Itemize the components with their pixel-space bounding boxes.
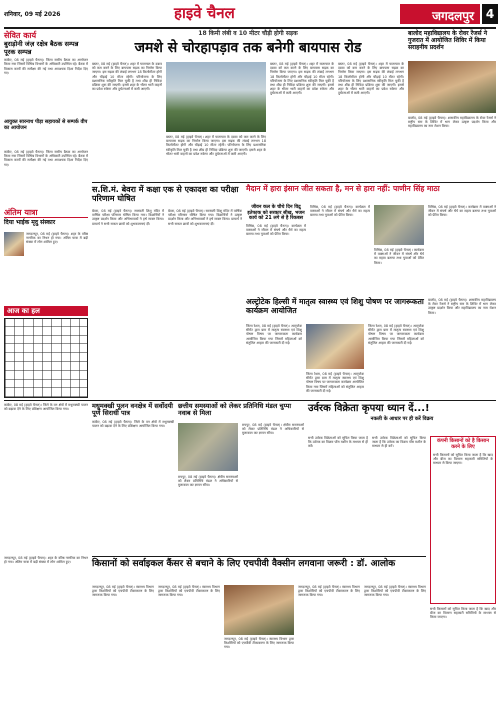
bottom-mid-headline: छत्तीय समस्याओं को लेकर प्रतिनिधि मंडल चुप्पा नवाब से मिला [178,402,292,418]
fertilizer-body-col2: सभी उर्वरक विक्रेताओं को सूचित किया जाता है कि उर्वरक का विक्रय पॉस मशीन के माध्यम से ही करें। [372,436,426,449]
obituary-photo [4,232,24,256]
health-story [246,298,424,395]
obituary [4,208,88,303]
story-headline: बुराड़ोनी जंज़ रक्षेत्र बैठक सम्पन्न पूरक सम्पन्न [4,40,79,56]
bottom-left-body: कांकेर, 08 मई (हाइवे चैनल)। जिले के वन क्षेत्रों में मधुमक्खी पालन को बढ़ावा देने के लिए प्रशिक्षण आयोजित किया गया। [92,419,174,429]
city-banner: जगदलपुर [400,4,480,24]
main-photo [166,62,266,132]
obituary-body: जगदलपुर, 08 मई (हाइवे चैनल)। शहर के वरिष्ठ नागरिक का निधन हो गया। अंतिम यात्रा में बड़ी संख्या में लोग शामिल हुए। [26,232,88,245]
health-headline: अल्ट्रोटेक हिल्सी में मातृत्व स्वास्थ्य एवं शिशु पोषण पर जागरूकता कार्यक्रम आयोजित [246,297,424,315]
exam-body-col1: बेवरा, 08 मई (हाइवे चैनल)। सरस्वती शिशु मंदिर में वार्षिक परीक्षा परिणाम घोषित किया गया। विद्यार्थियों ने उत्कृष्ट प्रदर्शन किया और अभिभावकों ने हर्ष व्यक्त किया। प्राचार्य ने सभी सफल छात्रों को शुभकामनाएं दीं। [92,209,164,226]
main-kicker: 18 किमी लंबी व 10 मीटर चौड़ी होगी सड़क [198,30,298,37]
fertilizer-sub-headline: नकली के आधार पर ही करें विक्रय [370,415,434,422]
page-number: 4 [482,4,498,24]
exam-headline: स.शि.मं. बेवरा में कक्षा एक से एकादश का परीक्षा परिणाम घोषित [92,185,239,204]
main-headline-block [92,31,404,59]
obituary-headline: दिया भाईक मृदु संस्कार [4,219,56,227]
health-body-col2: जिला रेशम, 08 मई (हाइवे चैनल)। अल्ट्राटेक सीमेंट द्वारा ग्राम में मातृत्व स्वास्थ्य एवं शिशु पोषण विषय पर जागरूकता कार्यक्रम आयोजित किया गया जिसमें महिलाओं को संतुलित आहार की जानकारी दी गई। [306,372,364,393]
top-left-story [4,31,88,148]
health-photo [306,324,364,369]
row-divider-2 [4,400,496,401]
fertilizer-block [308,403,496,433]
cancer-headline: किसानों को सर्वाइकल कैंसर से बचाने के लिए एचपीवी वैक्सीन लगवाना जरूरी : डॉ. आलोक [92,559,396,569]
bottom-mid-body-col2: रायपुर, 08 मई (हाइवे चैनल)। क्षेत्रीय समस्याओं को लेकर प्रतिनिधि मंडल ने अधिकारियों से मुलाकात कर ज्ञापन सौंपा। [242,423,304,436]
notice-body: सभी किसानों को सूचित किया जाता है कि खाद और बीज का वितरण सहकारी समितियों के माध्यम से किया जाएगा। [433,452,493,465]
cancer-body-col3: जगदलपुर, 08 मई (हाइवे चैनल)। स्वास्थ्य विभाग द्वारा किशोरियों को एचपीवी टीकाकरण के लिए जागरूक किया गया। [224,637,294,650]
maidan-body-col4: विभिन्न, 08 मई (हाइवे चैनल)। कार्यक्रम में वक्ताओं ने जीवन में संघर्ष और धैर्य का महत्व बताया तथा युवाओं को प्रेरित किया। [428,205,496,218]
exam-body-col2: बेवरा, 08 मई (हाइवे चैनल)। सरस्वती शिशु मंदिर में वार्षिक परीक्षा परिणाम घोषित किया गया। विद्यार्थियों ने उत्कृष्ट प्रदर्शन किया और अभिभावकों ने हर्ष व्यक्त किया। प्राचार्य ने सभी सफल छात्रों को शुभकामनाएं दीं। [168,209,242,226]
fertilizer-body-col1: सभी उर्वरक विक्रेताओं को सूचित किया जाता है कि उर्वरक का विक्रय पॉस मशीन के माध्यम से ही करें। [308,436,368,449]
maidan-body-col1: विभिन्न, 08 मई (हाइवे चैनल)। कार्यक्रम में वक्ताओं ने जीवन में संघर्ष और धैर्य का महत्व बताया तथा युवाओं को प्रेरित किया। [246,223,306,236]
main-body-col4: बस्तर, 08 मई (हाइवे चैनल)। शहर में यातायात के दबाव को कम करने के लिए बायपास सड़क का निर्माण किया जाएगा। इस सड़क की लंबाई लगभग 18 किलोमीटर होगी और चौड़ाई 10 मीटर रहेगी। परियोजना के लिए प्रशासनिक स्वीकृति मिल चुकी है तथा शीघ्र ही निविदा प्रक्रिया शुरू की जाएगी। इससे शहर के भीतर भारी वाहनों का प्रवेश रुकेगा और दुर्घटनाओं में कमी आएगी। [338,62,404,96]
maidan-headline: मैदान में हारा इंसान जीत सकता है, मन से हारा नहीं: पाणीन सिंह माठा [246,184,440,193]
notice-box [430,436,496,604]
notice-continued: सभी किसानों को सूचित किया जाता है कि खाद और बीज का वितरण सहकारी समितियों के माध्यम से किया जाएगा। [430,607,496,620]
cancer-body-col5: जगदलपुर, 08 मई (हाइवे चैनल)। स्वास्थ्य विभाग द्वारा किशोरियों को एचपीवी टीकाकरण के लिए जागरूक किया गया। [364,585,426,598]
cancer-story [92,559,426,704]
masthead-divider [4,27,496,29]
right-headline: बालोद महाविद्यालय के रोवर रेंजर्स ने गुजरात में आयोजित शिविर में किया सराहनीय प्रदर्शन [408,30,488,51]
right-photo [408,61,496,113]
puzzle-grid [4,318,88,398]
fertilizer-headline: उर्वरक विक्रेता कृपया ध्यान दें...! [308,403,430,414]
top-left-continued [4,150,88,205]
bottom-left-story [92,403,174,553]
cancer-body-col2: जगदलपुर, 08 मई (हाइवे चैनल)। स्वास्थ्य विभाग द्वारा किशोरियों को एचपीवी टीकाकरण के लिए जागरूक किया गया। [158,585,220,598]
maidan-headline-block [246,185,496,203]
exam-story [92,185,242,395]
bottom-mid-body-col1: रायपुर, 08 मई (हाइवे चैनल)। क्षेत्रीय समस्याओं को लेकर प्रतिनिधि मंडल ने अधिकारियों से मुलाकात कर ज्ञापन सौंपा। [178,475,238,488]
masthead [4,4,496,26]
puzzle-heading: आज का हल [4,306,88,316]
right-body: बालोद, 08 मई (हाइवे चैनल)। शासकीय महाविद्यालय के रोवर रेंजर्स ने राष्ट्रीय स्तर के शिविर में भाग लेकर उत्कृष्ट प्रदर्शन किया और महाविद्यालय का नाम रोशन किया। [408,116,496,129]
main-body-col2: बस्तर, 08 मई (हाइवे चैनल)। शहर में यातायात के दबाव को कम करने के लिए बायपास सड़क का निर्माण किया जाएगा। इस सड़क की लंबाई लगभग 18 किलोमीटर होगी और चौड़ाई 10 मीटर रहेगी। परियोजना के लिए प्रशासनिक स्वीकृति मिल चुकी है तथा शीघ्र ही निविदा प्रक्रिया शुरू की जाएगी। इससे शहर के भीतर भारी वाहनों का प्रवेश रुकेगा और दुर्घटनाओं में कमी आएगी। [166,135,266,156]
left-column-end: जगदलपुर, 08 मई (हाइवे चैनल)। शहर के वरिष्ठ नागरिक का निधन हो गया। अंतिम यात्रा में बड़ी संख्या में लोग शामिल हुए। [4,556,88,565]
maidan-body-col3: विभिन्न, 08 मई (हाइवे चैनल)। कार्यक्रम में वक्ताओं ने जीवन में संघर्ष और धैर्य का महत्व बताया तथा युवाओं को प्रेरित किया। [374,248,424,265]
main-body-col3: बस्तर, 08 मई (हाइवे चैनल)। शहर में यातायात के दबाव को कम करने के लिए बायपास सड़क का निर्माण किया जाएगा। इस सड़क की लंबाई लगभग 18 किलोमीटर होगी और चौड़ाई 10 मीटर रहेगी। परियोजना के लिए प्रशासनिक स्वीकृति मिल चुकी है तथा शीघ्र ही निविदा प्रक्रिया शुरू की जाएगी। इससे शहर के भीतर भारी वाहनों का प्रवेश रुकेगा और दुर्घटनाओं में कमी आएगी। [270,62,334,96]
main-body-col1: बस्तर, 08 मई (हाइवे चैनल)। शहर में यातायात के दबाव को कम करने के लिए बायपास सड़क का निर्माण किया जाएगा। इस सड़क की लंबाई लगभग 18 किलोमीटर होगी और चौड़ाई 10 मीटर रहेगी। परियोजना के लिए प्रशासनिक स्वीकृति मिल चुकी है तथा शीघ्र ही निविदा प्रक्रिया शुरू की जाएगी। इससे शहर के भीतर भारी वाहनों का प्रवेश रुकेगा और दुर्घटनाओं में कमी आएगी। [92,62,162,92]
maidan-body-col2: विभिन्न, 08 मई (हाइवे चैनल)। कार्यक्रम में वक्ताओं ने जीवन में संघर्ष और धैर्य का महत्व बताया तथा युवाओं को प्रेरित किया। [310,205,370,218]
row-divider [92,182,496,183]
right-story [408,31,496,181]
story-body-continued: कांकेर, 08 मई (हाइवे चैनल)। जिला स्तरीय बैठक का आयोजन किया गया जिसमें विभिन्न विभागों के अधिकारी उपस्थित रहे। बैठक में विकास कार्यों की समीक्षा की गई तथा आवश्यक दिशा निर्देश दिए गए। [4,150,88,167]
health-body-col1: जिला रेशम, 08 मई (हाइवे चैनल)। अल्ट्राटेक सीमेंट द्वारा ग्राम में मातृत्व स्वास्थ्य एवं शिशु पोषण विषय पर जागरूकता कार्यक्रम आयोजित किया गया जिसमें महिलाओं को संतुलित आहार की जानकारी दी गई। [246,324,302,345]
main-headline: जमशे से चोरहापड़ाव तक बनेगी बायपास रोड [134,39,362,56]
story-sub-headline: आयुक्त सारनाथ पीड़ा सहायकों से सम्पर्क वीप का आयोजन [4,119,88,131]
left-column-bottom: कांकेर, 08 मई (हाइवे चैनल)। जिले के वन क्षेत्रों में मधुमक्खी पालन को बढ़ावा देने के लिए प्रशिक्षण आयोजित किया गया। [4,403,88,412]
cancer-photo [224,585,294,635]
row-divider-3 [92,556,426,557]
right-body-continued: बालोद, 08 मई (हाइवे चैनल)। शासकीय महाविद्यालय के रोवर रेंजर्स ने राष्ट्रीय स्तर के शिविर में भाग लेकर उत्कृष्ट प्रदर्शन किया और महाविद्यालय का नाम रोशन किया। [428,298,496,315]
maidan-sub-headline: जीवन कल के चौथे दिन विद्रु इतेफाक को सरकार सीख, भजन कार्य को 21 लगे से है रिकबस [247,205,305,222]
bottom-mid-photo [178,423,238,471]
cancer-body-col4: जगदलपुर, 08 मई (हाइवे चैनल)। स्वास्थ्य विभाग द्वारा किशोरियों को एचपीवी टीकाकरण के लिए जागरूक किया गया। [298,585,360,598]
story-body: कांकेर, 08 मई (हाइवे चैनल)। जिला स्तरीय बैठक का आयोजन किया गया जिसमें विभिन्न विभागों के अधिकारी उपस्थित रहे। बैठक में विकास कार्यों की समीक्षा की गई तथा आवश्यक दिशा निर्देश दिए गए। [4,58,88,75]
bottom-mid-story [178,403,304,553]
puzzle-box [4,306,88,398]
paper-name: हाइवे चैनल [174,4,235,22]
cancer-body-col1: जगदलपुर, 08 मई (हाइवे चैनल)। स्वास्थ्य विभाग द्वारा किशोरियों को एचपीवी टीकाकरण के लिए जागरूक किया गया। [92,585,154,598]
obituary-heading: अंतिम यात्रा [4,208,88,218]
bottom-left-headline: मधुमक्खी पूलन वनक्षेत्र में सर्वोदयी पूर्ण सिराधी पात्र [92,402,173,418]
maidan-photo [374,205,424,245]
story-kicker: सेवित कार्य [4,31,37,40]
notice-title: कंपनी किसानों को है किसान करने के लिए [437,438,489,450]
maidan-sub-block [246,205,306,295]
health-body-col3: जिला रेशम, 08 मई (हाइवे चैनल)। अल्ट्राटेक सीमेंट द्वारा ग्राम में मातृत्व स्वास्थ्य एवं शिशु पोषण विषय पर जागरूकता कार्यक्रम आयोजित किया गया जिसमें महिलाओं को संतुलित आहार की जानकारी दी गई। [368,324,424,345]
issue-date: शनिवार, 09 मई 2026 [4,11,61,18]
